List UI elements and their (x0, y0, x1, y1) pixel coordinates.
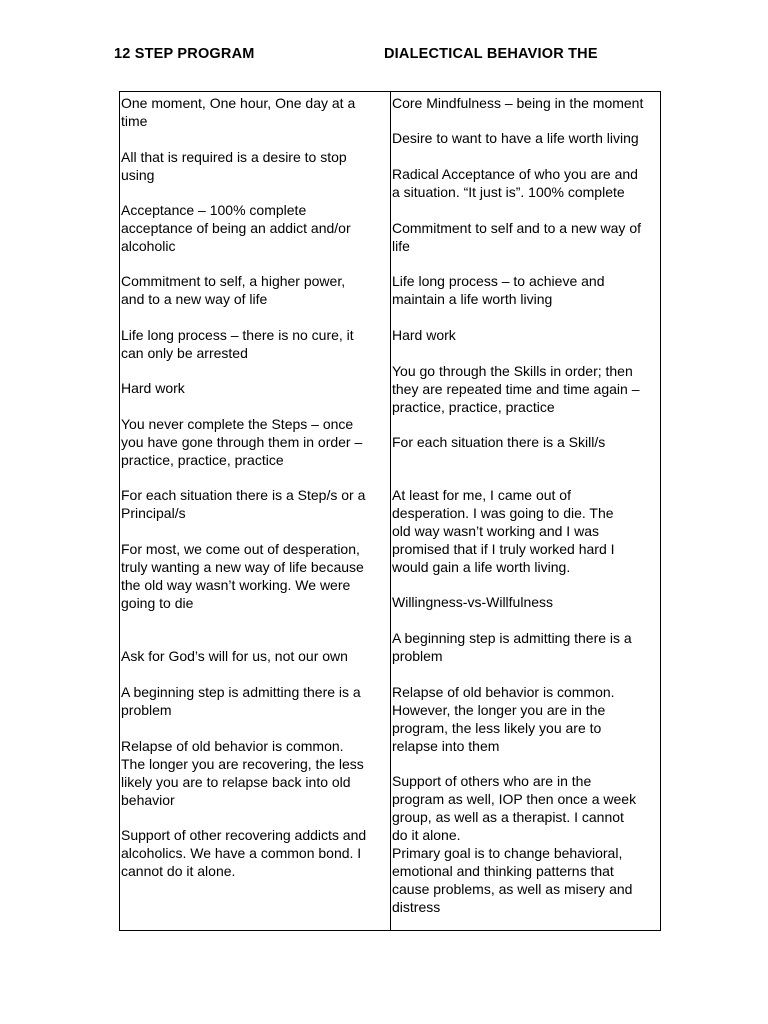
text-paragraph (392, 362, 640, 416)
text-paragraph (392, 844, 632, 916)
text-line: do it alone. (392, 827, 461, 843)
text-line: Core Mindfulness – being in the moment (392, 95, 644, 111)
text-line: Desire to want to have a life worth living (392, 130, 639, 146)
text-paragraph (121, 486, 365, 522)
text-line: problem (121, 702, 172, 718)
text-line: the old way wasn’t working. We were (121, 577, 351, 593)
text-paragraph (121, 272, 345, 308)
text-line: Principal/s (121, 505, 186, 521)
text-line: and to a new way of life (121, 291, 268, 307)
text-paragraph (392, 433, 605, 451)
text-line: using (121, 167, 155, 183)
text-line: maintain a life worth living (392, 291, 553, 307)
text-line: However, the longer you are in the (392, 702, 606, 718)
text-paragraph (121, 647, 348, 665)
text-line: Radical Acceptance of who you are and (392, 166, 638, 182)
text-line: Willingness-vs-Willfulness (392, 594, 554, 610)
text-paragraph (392, 165, 638, 201)
text-line: Relapse of old behavior is common. (392, 684, 615, 700)
text-paragraph (121, 826, 366, 880)
text-line: You never complete the Steps – once (121, 416, 354, 432)
text-line: At least for me, I came out of (392, 487, 571, 503)
text-line: promised that if I truly worked hard I (392, 541, 615, 557)
text-paragraph (121, 148, 347, 184)
text-paragraph (121, 94, 355, 130)
text-line: A beginning step is admitting there is a (121, 684, 361, 700)
text-line: you have gone through them in order – (121, 434, 363, 450)
text-line: Hard work (392, 327, 456, 343)
text-paragraph (392, 326, 456, 344)
text-paragraph (392, 94, 643, 112)
text-paragraph (392, 772, 636, 844)
text-line: Support of others who are in the (392, 773, 592, 789)
text-line: Commitment to self, a higher power, (121, 273, 346, 289)
text-line: For each situation there is a Step/s or a (121, 487, 366, 503)
text-line: The longer you are recovering, the less (121, 756, 364, 772)
text-line: Life long process – to achieve and (392, 273, 605, 289)
text-line: they are repeated time and time again – (392, 381, 640, 397)
text-line: Ask for God’s will for us, not our own (121, 648, 348, 664)
text-line: Hard work (121, 380, 185, 396)
text-paragraph (392, 629, 632, 665)
text-paragraph (121, 201, 351, 255)
text-paragraph (392, 486, 615, 576)
text-line: Acceptance – 100% complete (121, 202, 307, 218)
text-line: alcoholic (121, 238, 176, 254)
text-paragraph (392, 683, 615, 755)
text-line: practice, practice, practice (121, 452, 284, 468)
text-line: group, as well as a therapist. I cannot (392, 809, 624, 825)
text-paragraph (392, 272, 604, 308)
column-divider (390, 91, 391, 931)
text-paragraph (121, 683, 361, 719)
text-line: old way wasn’t working and I was (392, 523, 599, 539)
text-line: Life long process – there is no cure, it (121, 327, 354, 343)
text-line: Support of other recovering addicts and (121, 827, 367, 843)
text-line: behavior (121, 792, 175, 808)
text-paragraph (121, 415, 362, 469)
text-line: desperation. I was going to die. The (392, 505, 614, 521)
text-paragraph (392, 593, 553, 611)
text-line: problem (392, 648, 443, 664)
heading-12-step-program: 12 STEP PROGRAM (114, 46, 255, 62)
text-line: can only be arrested (121, 345, 248, 361)
text-line: For most, we come out of desperation, (121, 541, 360, 557)
text-line: time (121, 113, 148, 129)
heading-dialectical-behavior: DIALECTICAL BEHAVIOR THE (384, 46, 598, 62)
text-line: All that is required is a desire to stop (121, 149, 347, 165)
text-line: You go through the Skills in order; then (392, 363, 633, 379)
text-paragraph (392, 219, 641, 255)
text-line: Primary goal is to change behavioral, (392, 845, 623, 861)
text-line: A beginning step is admitting there is a (392, 630, 632, 646)
text-paragraph (121, 540, 364, 612)
text-line: One moment, One hour, One day at a (121, 95, 356, 111)
text-paragraph (121, 379, 185, 397)
text-paragraph (121, 326, 354, 362)
text-paragraph (121, 737, 364, 809)
text-line: program, the less likely you are to (392, 720, 602, 736)
text-line: Commitment to self and to a new way of (392, 220, 641, 236)
text-line: would gain a life worth living. (392, 559, 571, 575)
text-line: acceptance of being an addict and/or (121, 220, 351, 236)
text-line: truly wanting a new way of life because (121, 559, 364, 575)
text-line: emotional and thinking patterns that (392, 863, 614, 879)
text-line: relapse into them (392, 738, 500, 754)
text-line: life (392, 238, 410, 254)
text-line: going to die (121, 595, 194, 611)
text-line: For each situation there is a Skill/s (392, 434, 606, 450)
text-line: likely you are to relapse back into old (121, 774, 351, 790)
text-line: Relapse of old behavior is common. (121, 738, 344, 754)
text-paragraph (392, 129, 639, 147)
text-line: practice, practice, practice (392, 399, 555, 415)
text-line: cause problems, as well as misery and (392, 881, 633, 897)
text-line: alcoholics. We have a common bond. I (121, 845, 362, 861)
text-line: program as well, IOP then once a week (392, 791, 637, 807)
text-line: distress (392, 899, 441, 915)
text-line: a situation. “It just is”. 100% complete (392, 184, 625, 200)
text-line: cannot do it alone. (121, 863, 236, 879)
